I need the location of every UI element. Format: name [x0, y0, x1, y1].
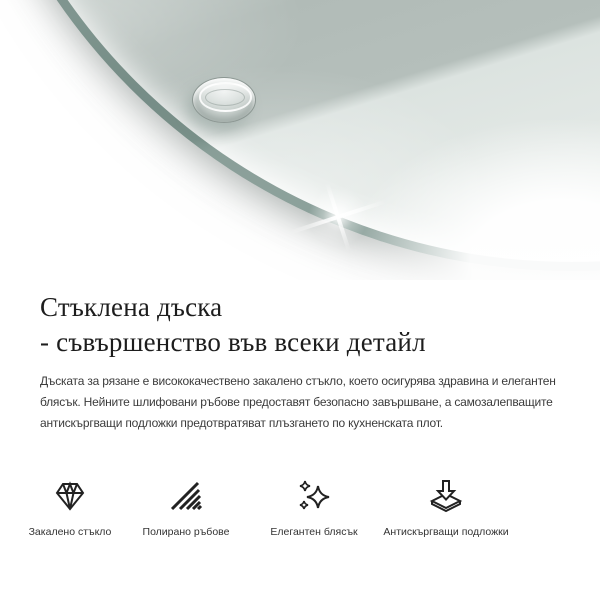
product-photo [0, 0, 600, 280]
title-line-1: Стъклена дъска [40, 292, 223, 322]
diamond-icon [53, 479, 87, 513]
feature-label: Елегантен блясък [270, 526, 358, 538]
product-content [0, 290, 600, 434]
feature-elegant-shine [244, 479, 384, 538]
feature-anti-slip-pads [376, 479, 516, 538]
description-line: Дъската за рязане е висококачествено закалено стъкло, което осигурява здравина и елегантен [40, 374, 556, 388]
anti-slip-pads-icon [429, 479, 463, 513]
sparkle-icon [297, 479, 331, 513]
rubber-foot [192, 77, 256, 123]
photo-fade [350, 120, 600, 280]
description-line: антискъргващи подложки предотвратяват плъзгането по кухненската плот. [40, 416, 443, 430]
feature-label: Полирано ръбове [142, 526, 230, 538]
title-line-2: - съвършенство във всеки детайл [40, 327, 426, 357]
feature-label: Закалено стъкло [28, 526, 112, 538]
product-description [40, 371, 560, 434]
feature-label: Антискъргващи подложки [383, 526, 509, 538]
feature-row [0, 479, 600, 574]
description-line: блясък. Нейните шлифовани ръбове предоставят безопасно завършване, а самозалепващите [40, 395, 553, 409]
sparkle-core [300, 179, 376, 255]
feature-polished-edges [116, 479, 256, 538]
product-title [40, 290, 560, 360]
polished-edges-icon [169, 479, 203, 513]
